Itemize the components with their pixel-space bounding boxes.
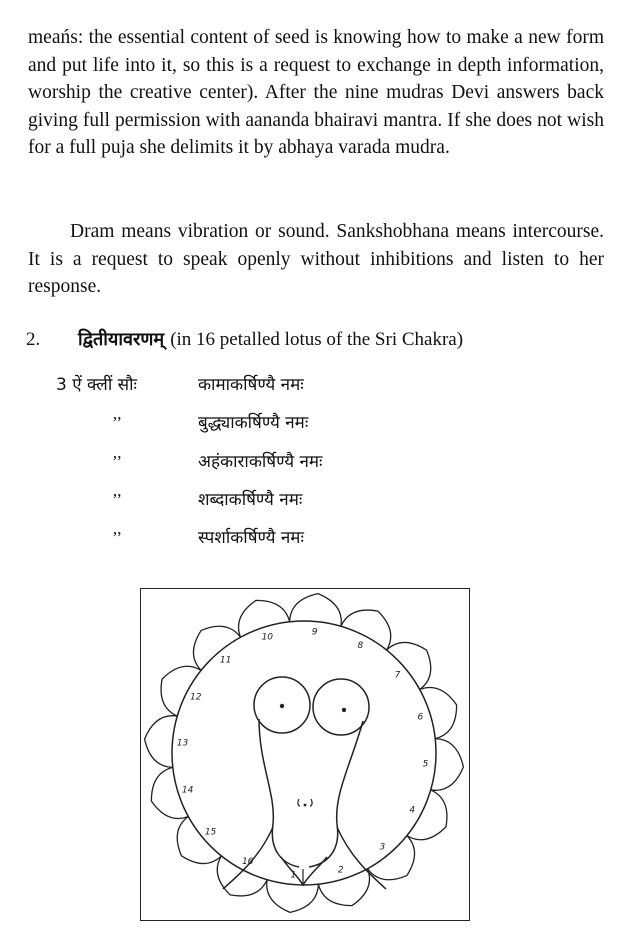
lotus-petal: [161, 666, 201, 716]
mantra-line-5: [56, 525, 304, 548]
mantra-line-1: [56, 372, 304, 395]
mantra-line-3: [56, 449, 323, 472]
petal-number: 16: [241, 857, 254, 868]
leg-right: [337, 827, 386, 889]
mantra-text: अहंकाराकर्षिण्यै नमः: [198, 452, 323, 472]
lotus-petal: [318, 869, 369, 906]
lotus-petal: [387, 642, 431, 689]
petal-number: 11: [219, 655, 232, 666]
petal-number: 2: [337, 865, 344, 876]
petal-number: 4: [409, 805, 416, 816]
petal-number: 13: [176, 738, 189, 749]
petal-labels: [177, 627, 429, 880]
inner-circle: [172, 621, 436, 885]
ditto-mark: ’’: [112, 490, 123, 509]
paragraph-1: meańs: the essential content of seed is knowing how to make a new form and put life into it, so this is a request to exchange in depth information, worship the creative center). After the nine mudras Devi answers back giving full permission with aananda bhairavi mantra. If she does not wish for a full puja she delimits it by abhaya varada mudra.: [28, 27, 604, 158]
lotus-petal: [420, 688, 457, 739]
mantra-text: स्पर्शाकर्षिण्यै नमः: [198, 528, 304, 548]
torso-right: [309, 721, 363, 867]
paragraph-2: Dram means vibration or sound. Sankshobhana means intercourse. It is a request to speak openly without inhibitions and listen to her response.: [28, 221, 604, 297]
ditto-mark: ’’: [112, 413, 123, 432]
petal-number: 12: [190, 692, 202, 703]
petal-number: 9: [311, 627, 318, 638]
lotus-petal: [193, 626, 240, 670]
mantra-prefix: 3 ऐं क्लीं सौः: [56, 375, 137, 395]
lotus-figure: [140, 588, 470, 921]
petal-number: 15: [204, 827, 217, 838]
lotus-petal: [177, 816, 221, 863]
ditto-mark: ’’: [112, 452, 123, 471]
navel-dot: [304, 804, 307, 807]
navel-right: [310, 799, 312, 806]
left-nipple: [280, 704, 284, 708]
section-heading: [26, 327, 463, 351]
lotus-petal: [367, 836, 414, 880]
lotus-petals: [145, 594, 464, 913]
torso-left: [259, 719, 299, 867]
mantra-line-2: [56, 410, 308, 433]
petal-number: 3: [379, 842, 386, 853]
petal-number: 8: [357, 640, 364, 651]
section-number: 2.: [26, 329, 41, 350]
petal-number: 6: [417, 712, 424, 723]
mantra-line-4: [56, 487, 302, 510]
navel-left: [298, 799, 300, 806]
petal-number: 14: [181, 785, 194, 796]
section-note: (in 16 petalled lotus of the Sri Chakra): [170, 329, 464, 350]
petal-number: 10: [261, 632, 274, 643]
ditto-mark: ’’: [112, 528, 123, 547]
petal-number: 7: [394, 670, 401, 681]
petal-number: 1: [290, 870, 297, 881]
mantra-text: शब्दाकर्षिण्यै नमः: [198, 490, 303, 510]
right-nipple: [342, 708, 346, 712]
mantra-text: कामाकर्षिण्यै नमः: [198, 375, 304, 395]
section-title: द्वितीयावरणम्: [78, 329, 165, 350]
mantra-text: बुद्ध्याकर्षिण्यै नमः: [198, 413, 309, 433]
lotus-petal: [341, 610, 391, 650]
petal-number: 5: [422, 759, 429, 770]
lotus-drawing: [141, 589, 468, 919]
yoni-outline: [281, 857, 327, 885]
